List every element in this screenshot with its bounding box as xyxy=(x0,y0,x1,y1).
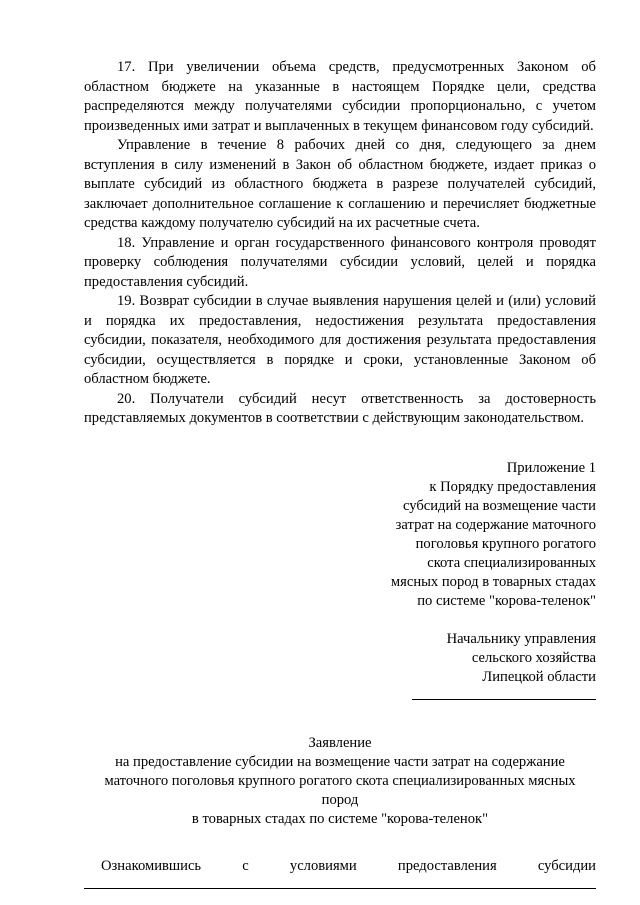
title-line: Заявление xyxy=(308,734,372,751)
title-line: на предоставление субсидии на возмещение части затрат на содержание xyxy=(115,753,565,770)
ack-word: Ознакомившись xyxy=(101,857,202,874)
addressee-line: сельского хозяйства xyxy=(471,649,596,666)
appendix-line: мясных пород в товарных стадах xyxy=(390,573,596,590)
addressee-line: Липецкой области xyxy=(482,668,596,685)
paragraph-18: 18. Управление и орган государственного финансового контроля проводят проверку соблюдения получателями субсидии условий, целей и порядка предоставления субсидий. xyxy=(84,234,596,290)
title-line: маточного поголовья крупного рогатого скота специализированных мясных xyxy=(104,772,576,789)
addressee-block xyxy=(356,630,596,706)
signature-blank-line xyxy=(412,687,596,700)
appendix-line: по системе "корова-теленок" xyxy=(417,592,596,609)
title-line: в товарных стадах по системе "корова-теленок" xyxy=(191,810,489,827)
application-title xyxy=(84,734,596,829)
paragraph-17-continued: Управление в течение 8 рабочих дней со дня, следующего за днем вступления в силу изменений в Закон об областном бюджете, издает приказ о выплате субсидий из областного бюджета в разрезе получателей субсидий, заключает дополнительное соглашение к соглашению и перечисляет бюджетные средства каждому получателю субсидий на их расчетные счета. xyxy=(84,137,596,231)
appendix-line: затрат на содержание маточного xyxy=(395,516,596,533)
appendix-line: к Порядку предоставления xyxy=(429,478,596,495)
paragraph-17: 17. При увеличении объема средств, предусмотренных Законом об областном бюджете на указанные в настоящем Порядке цели, средства распределяются между получателями субсидии пропорционально, с учетом произведенных ими затрат и выплаченных в текущем финансовом году субсидий. xyxy=(84,59,596,134)
appendix-header xyxy=(356,459,596,611)
document-page xyxy=(84,58,596,894)
ack-word: условиями xyxy=(289,857,357,874)
ack-word: с xyxy=(242,857,249,874)
acknowledgement-section xyxy=(84,858,596,894)
paragraph-20: 20. Получатели субсидий несут ответственность за достоверность представляемых документов в соответствии с действующим законодательством. xyxy=(84,390,596,426)
fill-in-line xyxy=(84,888,596,889)
paragraph-19: 19. Возврат субсидии в случае выявления нарушения целей и (или) условий и порядка их предоставления, недостижения результата предоставления субсидии, показателя, необходимого для достижения результата предоставления субсидии, осуществляется в порядке и сроки, установленные Законом об областном бюджете. xyxy=(84,293,596,387)
appendix-line: поголовья крупного рогатого xyxy=(415,535,596,552)
ack-word: субсидии xyxy=(537,857,596,874)
appendix-line: скота специализированных xyxy=(427,554,596,571)
ack-word: предоставления xyxy=(397,857,497,874)
appendix-line: Приложение 1 xyxy=(506,459,596,476)
addressee-line: Начальнику управления xyxy=(446,630,596,647)
appendix-line: субсидий на возмещение части xyxy=(402,497,596,514)
title-line: пород xyxy=(321,791,359,808)
